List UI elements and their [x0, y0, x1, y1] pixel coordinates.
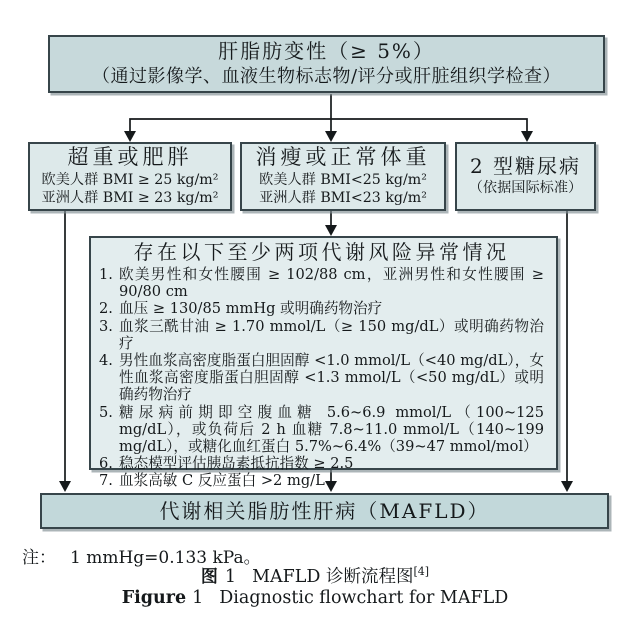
arrowhead-to-lean: [325, 131, 337, 142]
connector-branch-rail: [130, 119, 527, 132]
overweight-obesity-box: [28, 142, 232, 211]
figure-number-en: 1: [192, 588, 204, 608]
note-label: 注：: [22, 548, 56, 568]
criteria-item-text: 血浆三酰甘油 ≥ 1.70 mmol/L（≥ 150 mg/dL）或明确药物治疗: [119, 317, 544, 352]
figure-reference-marker: [4]: [413, 565, 430, 579]
criteria-item-7: [99, 472, 544, 489]
criteria-item-2: [99, 300, 544, 317]
criteria-item-6: [99, 455, 544, 472]
arrowhead-to-overweight: [124, 131, 136, 142]
criteria-item-5: [99, 404, 544, 456]
metabolic-risk-criteria-box: [89, 236, 558, 490]
criteria-item-number: 4.: [99, 352, 113, 370]
criteria-item-text: 稳态模型评估胰岛素抵抗指数 ≥ 2.5: [119, 455, 354, 473]
criteria-item-1: [99, 266, 544, 300]
lean-bmi-western: 欧美人群 BMI<25 kg/m²: [259, 171, 427, 188]
criteria-item-number: 7.: [99, 472, 113, 490]
figure-label-zh: 图: [200, 567, 218, 587]
criteria-item-number: 6.: [99, 455, 113, 473]
note-text: 1 mmHg=0.133 kPa。: [70, 548, 261, 568]
figure-number-zh: 1: [224, 567, 237, 587]
type2-diabetes-title: 2 型糖尿病: [469, 154, 582, 179]
figure-caption-en: [0, 588, 630, 608]
criteria-item-3: [99, 318, 544, 352]
type2-diabetes-box: [455, 142, 596, 211]
hepatic-steatosis-box: [48, 35, 605, 93]
arrowhead-to-diabetes: [521, 131, 533, 142]
criteria-item-4: [99, 352, 544, 404]
arrowhead-left-to-result: [59, 481, 71, 492]
criteria-item-text: 血压 ≥ 130/85 mmHg 或明确药物治疗: [119, 300, 383, 318]
lean-bmi-asian: 亚洲人群 BMI<23 kg/m²: [259, 189, 427, 206]
lean-normal-weight-title: 消瘦或正常体重: [255, 144, 431, 169]
criteria-item-number: 2.: [99, 300, 113, 318]
criteria-item-number: 5.: [99, 403, 113, 421]
arrowhead-to-criteria: [325, 225, 337, 236]
mafld-result-label: 代谢相关脂肪性肝病（MAFLD）: [159, 498, 490, 523]
overweight-obesity-title: 超重或肥胖: [67, 144, 193, 169]
figure-title-zh: MAFLD 诊断流程图: [252, 567, 414, 587]
criteria-title: 存在以下至少两项代谢风险异常情况: [133, 240, 510, 264]
hepatic-steatosis-title: 肝脂肪变性（≥ 5%）: [218, 39, 435, 64]
hepatic-steatosis-subtitle: （通过影像学、血液生物标志物/评分或肝脏组织学检查）: [91, 66, 562, 88]
criteria-item-text: 男性血浆高密度脂蛋白胆固醇 <1.0 mmol/L（<40 mg/dL），女性血浆高密度脂蛋白胆固醇 <1.3 mmol/L（<50 mg/dL）或明确药物治疗: [119, 352, 544, 404]
type2-diabetes-subtitle: （依据国际标准）: [468, 180, 583, 197]
figure-title-en: Diagnostic flowchart for MAFLD: [219, 588, 509, 608]
lean-normal-weight-box: [240, 142, 446, 211]
overweight-bmi-western: 欧美人群 BMI ≥ 25 kg/m²: [41, 171, 219, 188]
criteria-item-number: 3.: [99, 317, 113, 335]
arrowhead-right-to-result: [561, 481, 573, 492]
figure-label-en: Figure: [121, 588, 187, 608]
overweight-bmi-asian: 亚洲人群 BMI ≥ 23 kg/m²: [41, 189, 219, 206]
figure-caption-zh: [0, 562, 630, 588]
criteria-item-text: 糖尿病前期即空腹血糖 5.6~6.9 mmol/L（100~125 mg/dL），或负荷后 2 h 血糖 7.8~11.0 mmol/L（140~199 mg/dL），或糖化血红蛋白 5.7%~6.4%（39~47 mmol/mol）: [119, 403, 544, 456]
criteria-item-number: 1.: [99, 266, 113, 283]
criteria-item-text: 血浆高敏 C 反应蛋白 >2 mg/L: [119, 472, 325, 490]
mafld-result-box: [40, 493, 609, 529]
criteria-item-text: 欧美男性和女性腰围 ≥ 102/88 cm，亚洲男性和女性腰围 ≥ 90/80 cm: [119, 266, 544, 301]
